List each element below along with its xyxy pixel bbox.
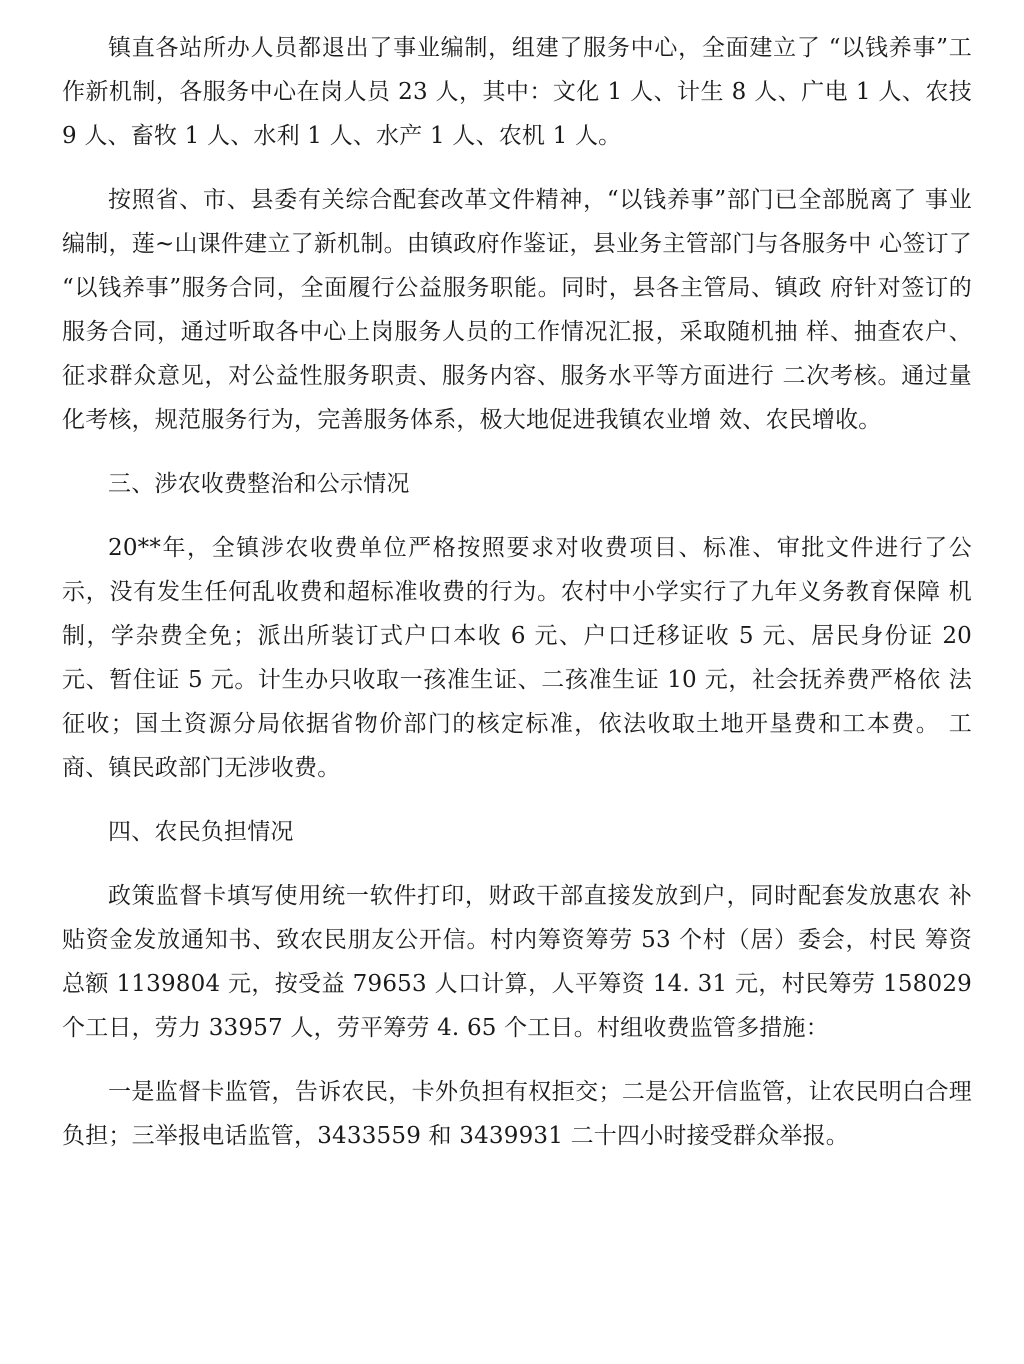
document-page: [62, 26, 972, 1178]
section-heading-fees: 三、涉农收费整治和公示情况: [108, 471, 410, 497]
paragraph-fees: 20**年，全镇涉农收费单位严格按照要求对收费项目、标准、审批文件进行了公示，没有发生任何乱收费和超标准收费的行为。农村中小学实行了九年义务教育保障 机制，学杂费全免；派出所装订式户口本收 6 元、户口迁移证收 5 元、居民身份证 20 元、暂住证 5 元。计生办只收取一孩准生证、二孩准生证 10 元，社会抚养费严格依 法征收；国土资源分局依据省物价部门的核定标准，依法收取土地开垦费和工本费。 工商、镇民政部门无涉收费。: [62, 535, 972, 781]
section-heading-burden: 四、农民负担情况: [108, 819, 294, 845]
paragraph-reform: 按照省、市、县委有关综合配套改革文件精神，“以钱养事”部门已全部脱离了 事业编制，莲~山课件建立了新机制。由镇政府作鉴证，县业务主管部门与各服务中 心签订了 “以钱养事”服务合同，全面履行公益服务职能。同时，县各主管局、镇政 府针对签订的服务合同，通过听取各中心上岗服务人员的工作情况汇报，采取随机抽 样、抽查农户、征求群众意见，对公益性服务职责、服务内容、服务水平等方面进行 二次考核。通过量化考核，规范服务行为，完善服务体系，极大地促进我镇农业增 效、农民增收。: [62, 187, 972, 433]
paragraph-burden: 政策监督卡填写使用统一软件打印，财政干部直接发放到户，同时配套发放惠农 补贴资金发放通知书、致农民朋友公开信。村内筹资筹劳 53 个村（居）委会，村民 筹资总额 1139804 元，按受益 79653 人口计算，人平筹资 14. 31 元，村民筹劳 158029 个工日，劳力 33957 人，劳平筹劳 4. 65 个工日。村组收费监管多措施：: [62, 883, 972, 1041]
paragraph-staffing: 镇直各站所办人员都退出了事业编制，组建了服务中心，全面建立了 “以钱养事”工作新机制，各服务中心在岗人员 23 人，其中：文化 1 人、计生 8 人、广电 1 人、农技 9 人、畜牧 1 人、水利 1 人、水产 1 人、农机 1 人。: [62, 35, 972, 149]
paragraph-supervision: 一是监督卡监管，告诉农民，卡外负担有权拒交；二是公开信监管，让农民明白合理负担；三举报电话监管，3433559 和 3439931 二十四小时接受群众举报。: [62, 1079, 972, 1149]
